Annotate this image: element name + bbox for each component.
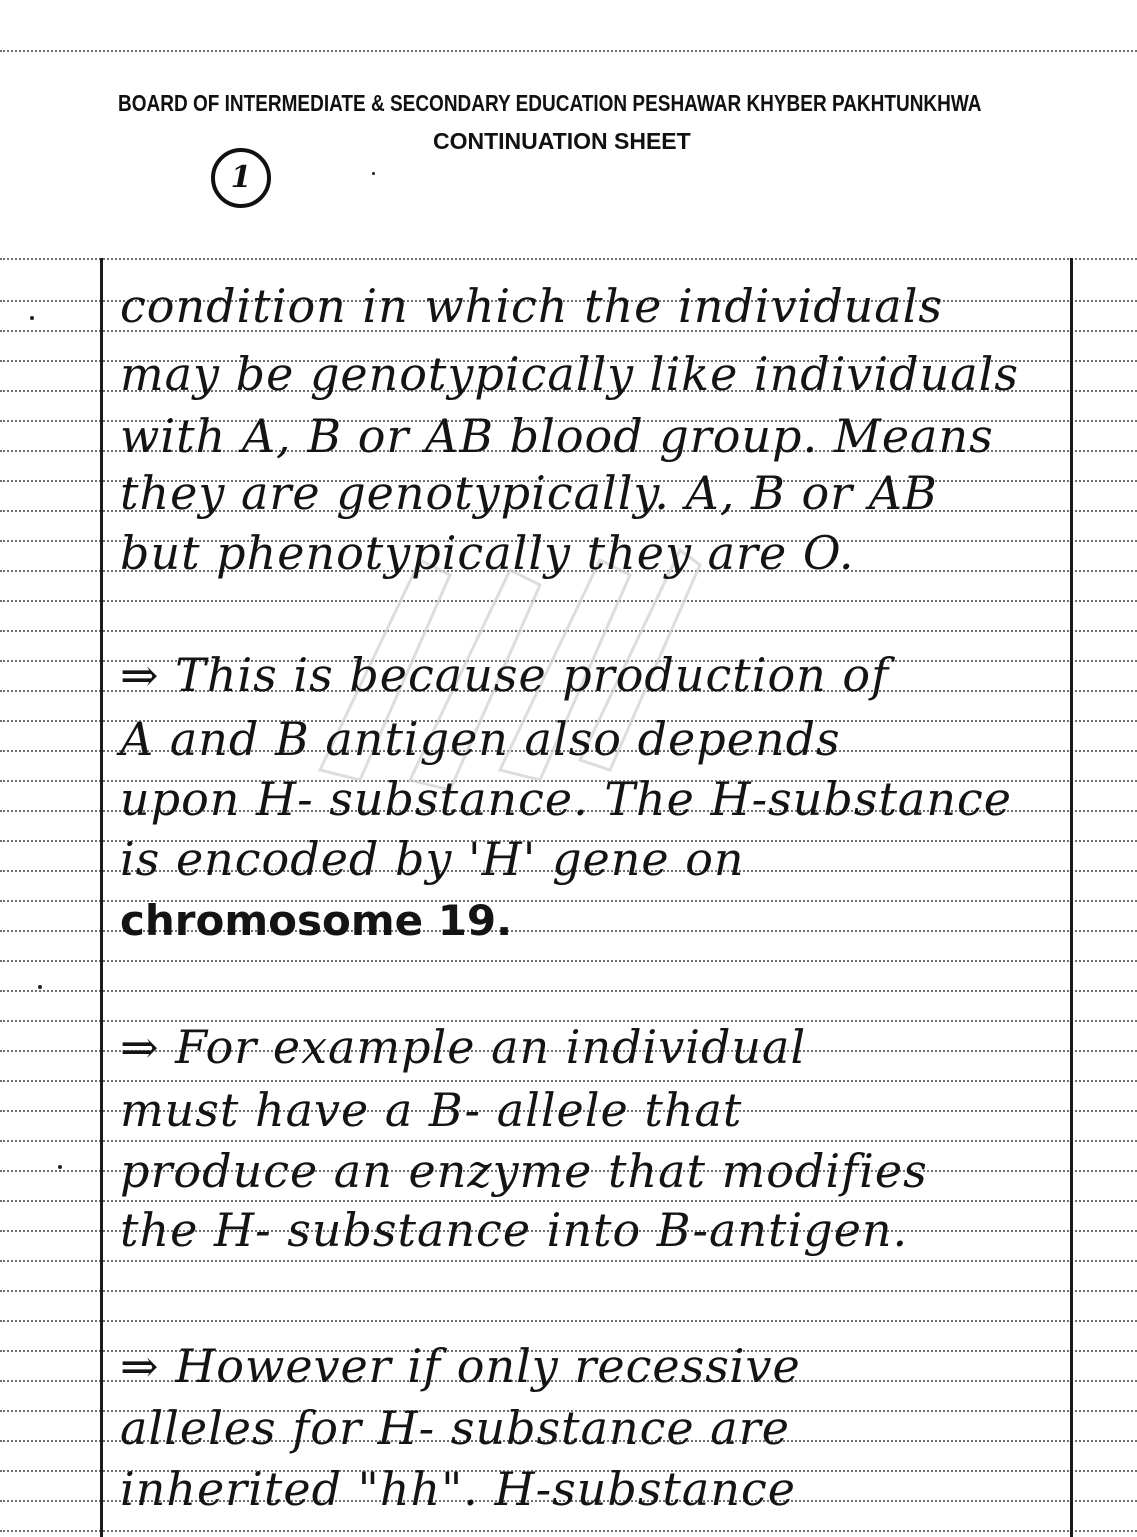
handwritten-line: with A, B or AB blood group. Means <box>120 409 994 463</box>
sheet-title: CONTINUATION SHEET <box>433 128 691 154</box>
ruled-line <box>0 1530 1137 1532</box>
scan-speck <box>372 172 375 175</box>
page-number: 1 <box>211 148 271 208</box>
ruled-line <box>0 1080 1137 1082</box>
handwritten-line: they are genotypically. A, B or AB <box>120 466 938 520</box>
handwritten-line: ⇒ However if only recessive <box>120 1339 801 1393</box>
left-margin-line <box>100 258 103 1537</box>
handwritten-line: may be genotypically like individuals <box>120 347 1019 401</box>
right-margin-line <box>1070 258 1073 1537</box>
ruled-line <box>0 50 1137 52</box>
handwritten-line: alleles for H- substance are <box>120 1401 790 1455</box>
board-title: BOARD OF INTERMEDIATE & SECONDARY EDUCATION PESHAWAR KHYBER PAKHTUNKHWA <box>118 92 982 118</box>
ruled-line <box>0 1200 1137 1202</box>
handwritten-line: condition in which the individuals <box>120 279 944 333</box>
handwritten-line: ⇒ For example an individual <box>120 1020 807 1074</box>
ruled-line <box>0 1260 1137 1262</box>
ruled-line <box>0 258 1137 260</box>
ruled-line <box>0 1290 1137 1292</box>
handwritten-line: produce an enzyme that modifies <box>120 1144 928 1198</box>
scan-speck <box>58 1165 62 1169</box>
handwritten-line: must have a B- allele that <box>120 1083 743 1137</box>
scan-speck <box>30 316 34 320</box>
scan-speck <box>38 985 42 989</box>
ruled-line <box>0 1320 1137 1322</box>
handwritten-line: upon H- substance. The H-substance <box>120 772 1012 826</box>
handwritten-line: inherited "hh". H-substance <box>120 1462 796 1516</box>
handwritten-line: A and B antigen also depends <box>120 712 841 766</box>
handwritten-line: ⇒ This is because production of <box>120 648 890 702</box>
handwritten-line: but phenotypically they are O. <box>120 526 855 580</box>
handwritten-line: the H- substance into B-antigen. <box>120 1203 909 1257</box>
ruled-line <box>0 990 1137 992</box>
ruled-line <box>0 960 1137 962</box>
ruled-line <box>0 600 1137 602</box>
ruled-line <box>0 1140 1137 1142</box>
handwritten-line: is encoded by 'H' gene on <box>120 832 745 886</box>
ruled-line <box>0 630 1137 632</box>
handwritten-line: chromosome 19. <box>120 896 513 945</box>
